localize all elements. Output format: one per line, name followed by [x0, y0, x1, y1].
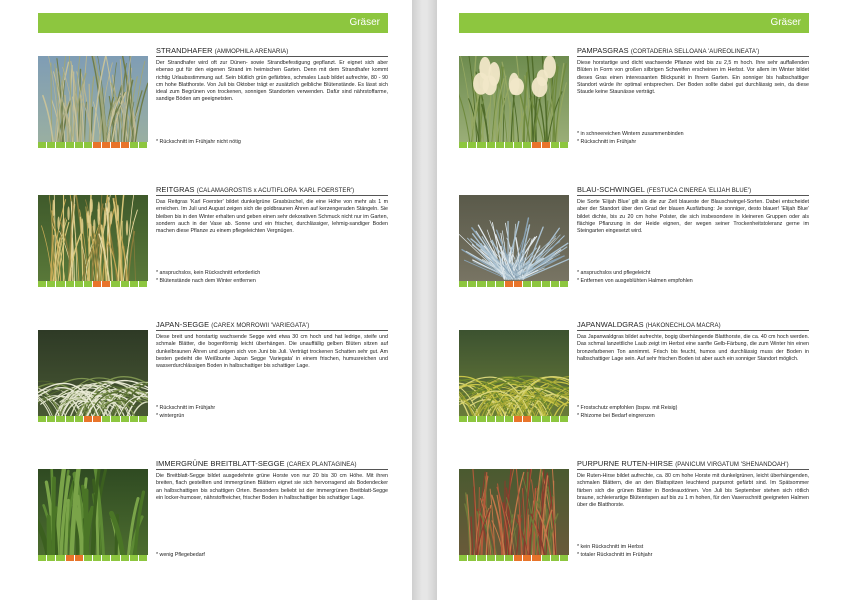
bloom-month — [38, 416, 47, 422]
plant-notes — [577, 131, 809, 146]
plant-description: Das Reitgras 'Karl Foerster' bildet dunkelgrüne Grasbüschel, die eine Höhe von mehr als 1 m erreichen. Im Juli und August zeigen sich die goldbraunen Ähren auf kerzengeraden Stängeln. Sie bleiben bis in den Winter erhalten und geben einen sehr dekorativen Schmuck nicht nur im Garten, sondern auch in der Vase ab. Sonne und ein frischer, durchlässiger, lehmig-sandiger Boden machen diese Pflanze zu einem pflegeleichten Vergnügen. — [156, 199, 388, 235]
bloom-calendar — [38, 555, 148, 561]
page-gutter — [412, 0, 437, 600]
plant-photo — [459, 195, 569, 287]
flower-head — [81, 218, 83, 234]
bloom-month — [75, 416, 84, 422]
bloom-month — [459, 416, 468, 422]
bloom-month — [496, 555, 505, 561]
left-page — [0, 0, 412, 600]
plant-entry — [459, 181, 809, 299]
bloom-month — [560, 555, 569, 561]
bloom-month-active — [102, 281, 111, 287]
bloom-month — [84, 281, 93, 287]
flower-head — [108, 201, 110, 213]
bloom-month — [56, 281, 65, 287]
flower-head — [510, 78, 524, 95]
plant-description: Das Japanwaldgras bildet aufrechte, bogig überhängende Blatthorste, die ca. 40 cm hoch werden. Das schmal lanzettliche Laub zeigt im Herbst eine sanfte Gelb-Färbung, die zum Winter hin einen bronzefarbenen Ton annimmt. Frisch bis feucht, humos und durchlässig muss der Boden in halbschattiger Lage sein. Auf sehr frischen Boden ist aber auch ein sonniger Standort möglich. — [577, 334, 809, 362]
plant-title — [156, 46, 388, 57]
plant-image — [38, 330, 148, 422]
plant-photo — [38, 195, 148, 287]
bloom-month — [66, 142, 75, 148]
care-note: * kein Rückschnitt im Herbst — [577, 544, 644, 551]
bloom-month — [477, 555, 486, 561]
plant-title — [156, 320, 388, 331]
plant-name: BLAU-SCHWINGEL — [577, 185, 645, 194]
flower-head — [57, 217, 59, 231]
bloom-month — [111, 416, 120, 422]
flower-head — [110, 211, 112, 225]
plant-title — [577, 320, 809, 331]
bloom-month — [47, 281, 56, 287]
plant-notes — [577, 544, 809, 559]
bloom-month — [523, 142, 532, 148]
bloom-month — [47, 416, 56, 422]
plant-description: Der Strandhafer wird oft zur Dünen- sowie Strandbefestigung gepflanzt. Er eignet sich aber ebenso gut für den eigenen Strand im heimischen Garten. Denn mit dem Strandhafer kommt richtig Urlaubsstimmung auf. Sein blütlich grün gefärbtes, schmales Laub bildet aufrechte, 80 - 90 cm hohe Blatthorste. Von Juli bis Oktober trägt er zusätzlich gelbliche Blütenstände. Es lässt sich ideal zum Begrünen von trockenen, sonnigen Standorten verwenden. Dafür sind nährstoffarme, sandige Böden am geeignetsten. — [156, 60, 388, 103]
bloom-calendar — [459, 142, 569, 148]
bloom-month-active — [514, 416, 523, 422]
bloom-month — [38, 142, 47, 148]
bloom-month — [93, 555, 102, 561]
care-note: * anspruchslos und pflegeleicht — [577, 270, 651, 277]
bloom-month — [139, 142, 148, 148]
plant-description: Die Sorte 'Elijah Blue' gilt als die zur Zeit blaueste der Blauschwingel-Sorten. Dabei entscheidet aber der Standort über den Grad der blauen Ausfärbung: Je sonniger, desto blauer! 'Elijah Blue' bildet dichte, bis zu 20 cm hohe Polster, die sich insbesondere in kleineren Gruppen oder als flächige Pflanzung in der Heide eignen, der wegen seiner Trockenheitstoleranz gerne im Steingarten eingesetzt wird. — [577, 199, 809, 235]
flower-head — [90, 199, 92, 212]
section-title: Gräser — [770, 17, 801, 28]
plant-image — [38, 195, 148, 287]
plant-latin-name: (CALAMAGROSTIS x ACUTIFLORA 'KARL FOERSTER') — [196, 188, 355, 194]
bloom-month — [56, 416, 65, 422]
plant-name: JAPANWALDGRAS — [577, 320, 644, 329]
care-note: * wenig Pflegebedarf — [156, 551, 205, 558]
bloom-month — [532, 281, 541, 287]
right-page — [437, 0, 849, 600]
plant-entry — [459, 455, 809, 573]
flower-head — [537, 69, 548, 86]
plant-photo — [38, 330, 148, 422]
bloom-month — [477, 281, 486, 287]
bloom-month — [542, 416, 551, 422]
bloom-month-active — [121, 142, 130, 148]
flower-head — [97, 209, 99, 225]
plant-latin-name: (CAREX PLANTAGINEA) — [286, 462, 357, 468]
bloom-month — [66, 416, 75, 422]
plant-entry — [38, 455, 388, 573]
section-banner — [38, 13, 388, 33]
plant-image — [38, 469, 148, 561]
care-note: * Blütenstände nach dem Winter entfernen — [156, 277, 256, 284]
bloom-month-active — [75, 555, 84, 561]
bloom-month — [487, 555, 496, 561]
bloom-month-active — [505, 281, 514, 287]
bloom-month — [551, 281, 560, 287]
plant-notes — [577, 405, 809, 420]
bloom-month — [487, 416, 496, 422]
bloom-calendar — [38, 142, 148, 148]
bloom-month — [468, 416, 477, 422]
section-title: Gräser — [349, 17, 380, 28]
plant-latin-name: (PANICUM VIRGATUM 'SHENANDOAH') — [675, 462, 789, 468]
plant-entry — [459, 42, 809, 160]
bloom-month — [496, 416, 505, 422]
bloom-month-active — [93, 416, 102, 422]
bloom-month — [487, 281, 496, 287]
bloom-month-active — [523, 416, 532, 422]
bloom-month — [532, 416, 541, 422]
bloom-month — [551, 555, 560, 561]
bloom-month — [84, 142, 93, 148]
plant-latin-name: (AMMOPHILA ARENARIA) — [214, 49, 289, 55]
bloom-month-active — [514, 281, 523, 287]
plant-name: IMMERGRÜNE BREITBLATT-SEGGE — [156, 459, 285, 468]
bloom-month — [75, 281, 84, 287]
bloom-month — [56, 142, 65, 148]
plant-description: Diese breit und horstartig wachsende Segge wird etwa 30 cm hoch und hat ledrige, steife und schmale Blätter, die bogenförmig leicht überhängen. Die unauffällig gelben Blüten sitzen auf dunkelbraunen Ähren und zeigen sich von Juni bis Juli. Verträgt trockenen Schatten sehr gut. Am besten gedeiht die Weißbunte Japan Segge 'Variegata' in einem frischen, humusreichen und wasserdurchlässigen Boden in halbschattiger bis schattiger Lage. — [156, 334, 388, 370]
bloom-month — [102, 416, 111, 422]
section-banner — [459, 13, 809, 33]
bloom-month — [468, 555, 477, 561]
bloom-month — [38, 281, 47, 287]
care-note: * in schneereichen Wintern zusammenbinden — [577, 131, 684, 138]
plant-photo — [459, 330, 569, 422]
plant-notes — [577, 270, 809, 285]
care-note: * Entfernen von ausgeblühten Halmen empfohlen — [577, 277, 693, 284]
bloom-month — [111, 555, 120, 561]
bloom-calendar — [459, 416, 569, 422]
bloom-month — [47, 555, 56, 561]
plant-name: JAPAN-SEGGE — [156, 320, 210, 329]
plant-photo — [459, 469, 569, 561]
bloom-calendar — [459, 555, 569, 561]
plant-notes — [156, 270, 388, 285]
care-note: * Rückschnitt im Frühjahr — [577, 138, 637, 145]
care-note: * Frostschutz empfohlen (bspw. mit Reisig) — [577, 405, 678, 412]
bloom-month — [75, 142, 84, 148]
plant-image — [38, 56, 148, 148]
bloom-month — [505, 142, 514, 148]
bloom-month — [505, 416, 514, 422]
flower-head — [62, 218, 64, 233]
bloom-calendar — [38, 281, 148, 287]
bloom-month-active — [84, 416, 93, 422]
plant-image — [459, 56, 569, 148]
bloom-month — [139, 416, 148, 422]
bloom-month-active — [102, 142, 111, 148]
plant-title — [156, 459, 388, 470]
plant-title — [156, 185, 388, 196]
plant-description: Diese horstartige und dicht wachsende Pflanze wird bis zu 2,5 m hoch. Ihre sehr auffallenden Blüten in Form von großen silbrigen Schweifen erscheinen im Herbst. Vor allem im Winter bildet dieses Gras einen interessanten Blickpunkt in Ihrem Garten. Ein sonniger bis halbschattiger Standort würde ihr optimal entsprechen. Der Boden sollte dabei gut durchlässig sein, da diese Staude keine Staunässe verträgt. — [577, 60, 809, 96]
bloom-month — [56, 555, 65, 561]
bloom-month-active — [66, 555, 75, 561]
bloom-calendar — [459, 281, 569, 287]
bloom-month — [496, 142, 505, 148]
bloom-month — [468, 142, 477, 148]
bloom-month — [111, 281, 120, 287]
plant-notes — [156, 552, 388, 559]
grass-blade — [53, 478, 54, 561]
bloom-month — [459, 142, 468, 148]
bloom-month-active — [93, 281, 102, 287]
care-note: * totaler Rückschnitt im Frühjahr — [577, 551, 653, 558]
plant-photo — [38, 469, 148, 561]
care-note: * anspruchslos, kein Rückschnitt erforderlich — [156, 270, 261, 277]
plant-latin-name: (FESTUCA CINEREA 'ELIJAH BLUE') — [646, 188, 752, 194]
flower-head — [104, 210, 106, 226]
bloom-month — [487, 142, 496, 148]
bloom-month — [459, 281, 468, 287]
bloom-calendar — [38, 416, 148, 422]
plant-description: Die Ruten-Hirse bildet aufrechte, ca. 80 cm hohe Horste mit dunkelgrünen, leicht überhängenden, schmalen Blättern, die an den Blattspitzen leuchtend purpurrot gefärbt sind. Im Spätsommer färben sich die grünen Blätter in Bordeauxtönen. Von Juli bis September stehen sich rötlich braune, schleierartige Blütenrispen auf bis zu 1 m hohen, für den Vasenschnitt geeigneten Halmen über die Blatthorste. — [577, 473, 809, 509]
bloom-month — [477, 142, 486, 148]
bloom-month — [496, 281, 505, 287]
care-note: * Rückschnitt im Frühjahr — [156, 405, 216, 412]
bloom-month — [551, 142, 560, 148]
flower-head — [67, 206, 69, 220]
bloom-month — [121, 281, 130, 287]
bloom-month — [130, 416, 139, 422]
bloom-month — [477, 416, 486, 422]
plant-name: STRANDHAFER — [156, 46, 213, 55]
bloom-month-active — [532, 142, 541, 148]
care-note: * Rhizome bei Bedarf eingrenzen — [577, 412, 655, 419]
bloom-month — [523, 281, 532, 287]
plant-latin-name: (CORTADERIA SELLOANA 'AUREOLINEATA') — [630, 49, 760, 55]
plant-notes — [156, 405, 388, 420]
care-note: * wintergrün — [156, 412, 185, 419]
bloom-month — [551, 416, 560, 422]
bloom-month — [139, 555, 148, 561]
bloom-month-active — [514, 555, 523, 561]
bloom-month — [47, 142, 56, 148]
plant-entry — [459, 316, 809, 434]
bloom-month — [139, 281, 148, 287]
flower-head — [117, 205, 119, 222]
bloom-month — [130, 142, 139, 148]
bloom-month-active — [542, 142, 551, 148]
bloom-month — [84, 555, 93, 561]
plant-title — [577, 185, 809, 196]
plant-description: Die Breitblatt-Segge bildet ausgedehnte grüne Horste von nur 20 bis 30 cm Höhe. Mit ihren breiten, flach gestellten und immergrünen Blättern eignet sie sich hervorragend als Bodendecker an halbschattigen bis schattigen Orten. Besonders beliebt ist der immergrünen Breitblatt-Segge ein locker-humoser, nährstoffreicher, frischer Boden in halbschattiger bis schattiger Lage. — [156, 473, 388, 501]
bloom-month — [468, 281, 477, 287]
bloom-month — [542, 281, 551, 287]
plant-notes — [156, 139, 388, 146]
bloom-month-active — [111, 142, 120, 148]
plant-entry — [38, 181, 388, 299]
bloom-month — [102, 555, 111, 561]
bloom-month — [121, 416, 130, 422]
bloom-month — [560, 142, 569, 148]
bloom-month-active — [523, 555, 532, 561]
flower-head — [53, 200, 55, 216]
flower-head — [93, 219, 95, 233]
bloom-month — [121, 555, 130, 561]
bloom-month — [514, 142, 523, 148]
bloom-month — [66, 281, 75, 287]
plant-title — [577, 459, 809, 470]
plant-name: PURPURNE RUTEN-HIRSE — [577, 459, 674, 468]
plant-title — [577, 46, 809, 57]
flower-head — [126, 220, 128, 236]
flower-head — [473, 72, 489, 94]
care-note: * Rückschnitt im Frühjahr nicht nötig — [156, 138, 241, 145]
bloom-month — [560, 416, 569, 422]
plant-latin-name: (HAKONECHLOA MACRA) — [645, 323, 721, 329]
bloom-month — [505, 555, 514, 561]
plant-image — [459, 195, 569, 287]
plant-image — [459, 330, 569, 422]
flower-head — [88, 215, 90, 229]
plant-entry — [38, 316, 388, 434]
plant-photo — [38, 56, 148, 148]
bloom-month — [459, 555, 468, 561]
bloom-month — [542, 555, 551, 561]
bloom-month-active — [532, 555, 541, 561]
plant-photo — [459, 56, 569, 148]
plant-entry — [38, 42, 388, 160]
bloom-month — [38, 555, 47, 561]
bloom-month — [130, 281, 139, 287]
plant-image — [459, 469, 569, 561]
plant-latin-name: (CAREX MORROWII 'VARIEGATA') — [211, 323, 310, 329]
plant-name: PAMPASGRAS — [577, 46, 629, 55]
plant-name: REITGRAS — [156, 185, 195, 194]
bloom-month — [560, 281, 569, 287]
bloom-month-active — [93, 142, 102, 148]
bloom-month — [130, 555, 139, 561]
